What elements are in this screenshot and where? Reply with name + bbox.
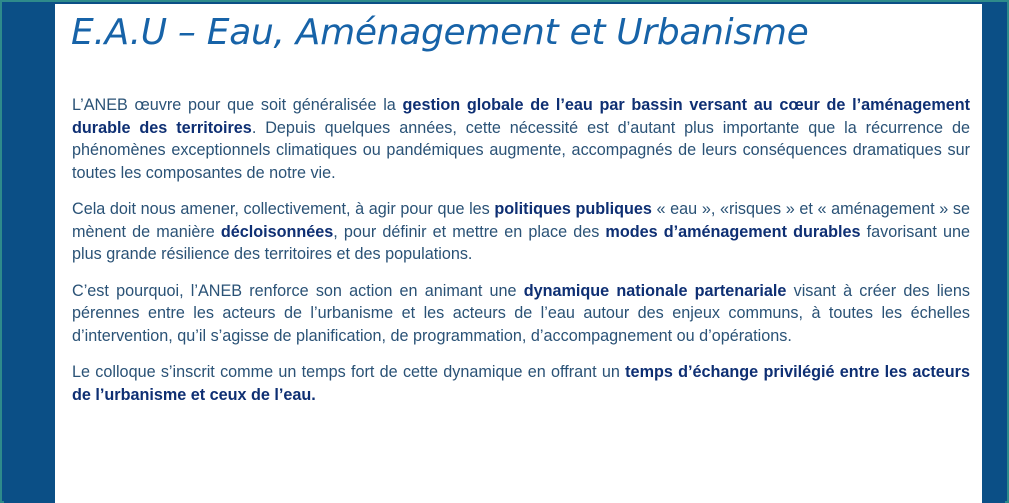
paragraph-1-segment-3: . Depuis quelques années, cette nécessité est d’autant plus importante que la récurrence de phénomènes exceptionnels climatiques ou pandémiques augmente, accompagnés de leurs conséquences dramatiques sur toutes les composantes de notre vie. xyxy=(72,118,970,182)
paragraph-2-segment-7: favorisant une plus grande résilience des territoires et des populations. xyxy=(72,222,970,263)
paragraph-3-segment-1: C’est pourquoi, l’ANEB renforce son action en animant une xyxy=(72,281,524,300)
paragraph-4-highlight-1: temps d’échange privilégié entre les acteurs de l’urbanisme et ceux de l’eau. xyxy=(72,363,970,404)
paragraph-2 xyxy=(72,198,970,266)
paragraph-3 xyxy=(72,280,970,348)
paragraph-3-highlight-1: dynamique nationale partenariale xyxy=(523,281,787,300)
paragraph-2-highlight-3: modes d’aménagement durables xyxy=(605,222,861,241)
paragraph-2-segment-5: , pour définir et mettre en place des xyxy=(333,222,606,241)
paragraph-2-highlight-1: politiques publiques xyxy=(494,200,652,218)
paragraph-3-segment-3: visant à créer des liens pérennes entre les acteurs de l’urbanisme et les acteurs de l’eau autour des enjeux communs, à toutes les échelles d’intervention, qu’il s’agisse de planification, de programmation, d’accompagnement ou d’opérations. xyxy=(72,281,970,345)
paragraph-2-segment-1: Cela doit nous amener, collectivement, à agir pour que les xyxy=(72,200,495,218)
page-title: E.A.U – Eau, Aménagement et Urbanisme xyxy=(71,12,809,53)
left-side-bar xyxy=(4,4,55,503)
paragraph-1 xyxy=(72,94,970,184)
content-panel xyxy=(55,4,982,503)
paragraph-2-segment-3: « eau », «risques » et « aménagement » se mènent de manière xyxy=(72,200,970,241)
paragraph-4 xyxy=(72,361,970,406)
right-side-bar xyxy=(978,4,1005,503)
paragraph-4-segment-1: Le colloque s’inscrit comme un temps fort de cette dynamique en offrant un xyxy=(72,363,626,381)
paragraph-1-highlight-1: gestion globale de l’eau par bassin versant au cœur de l’aménagement durable des territoires xyxy=(72,96,970,137)
paragraph-1-segment-1: L’ANEB œuvre pour que soit généralisée la xyxy=(72,96,403,114)
body-text xyxy=(72,94,970,420)
paragraph-2-highlight-2: décloisonnées xyxy=(220,222,334,241)
